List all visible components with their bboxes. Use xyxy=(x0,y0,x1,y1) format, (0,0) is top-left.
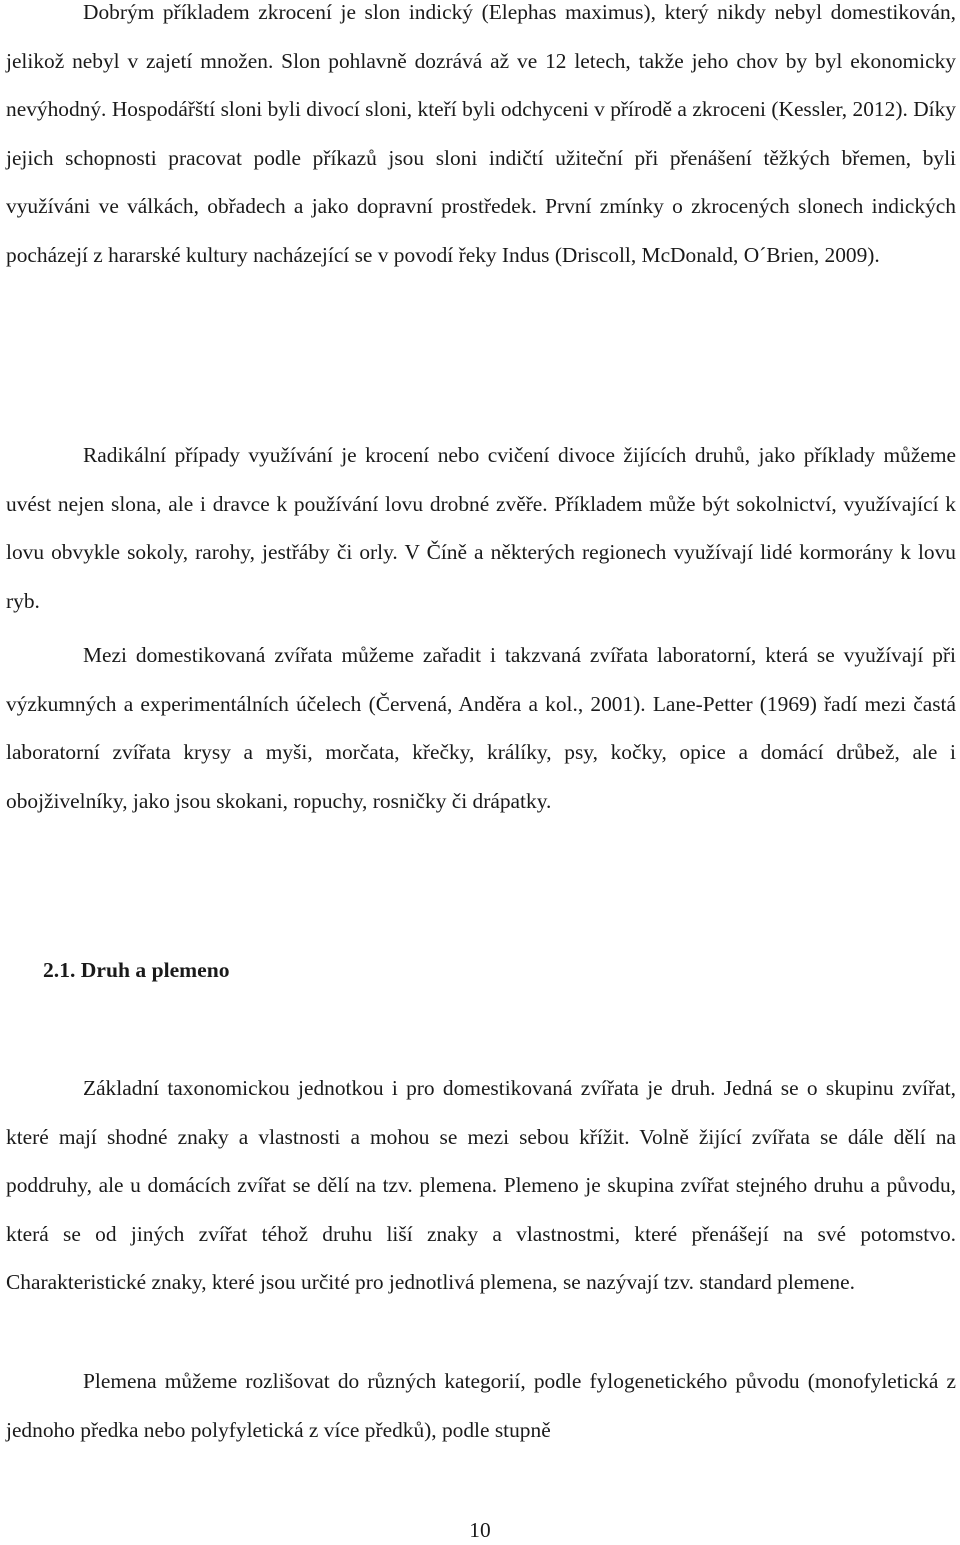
paragraph-elephant-taming: Dobrým příkladem zkrocení je slon indický (Elephas maximus), který nikdy nebyl domestikován, jelikož nebyl v zajetí množen. Slon pohlavně dozrává až ve 12 letech, takže jeho chov by byl ekonomicky nevýhodný. Hospodářští sloni byli divocí sloni, kteří byli odchyceni v přírodě a zkroceni (Kessler, 2012). Díky jejich schopnosti pracovat podle příkazů jsou sloni indičtí užiteční při přenášení těžkých břemen, byli využíváni ve válkách, obřadech a jako dopravní prostředek. První zmínky o zkrocených slonech indických pocházejí z hararské kultury nacházející se v povodí řeky Indus (Driscoll, McDonald, O´Brien, 2009). xyxy=(6,0,956,267)
paragraph-wild-species-training: Radikální případy využívání je krocení nebo cvičení divoce žijících druhů, jako příklady můžeme uvést nejen slona, ale i dravce k používání lovu drobné zvěře. Příkladem může být sokolnictví, využívající k lovu obvykle sokoly, rarohy, jestřáby či orly. V Číně a některých regionech využívají lidé kormorány k lovu ryb. xyxy=(6,443,956,613)
paragraph-species-and-breed: Základní taxonomickou jednotkou i pro domestikovaná zvířata je druh. Jedná se o skupinu zvířat, které mají shodné znaky a vlastnosti a mohou se mezi sebou křížit. Volně žijící zvířata se dále dělí na poddruhy, ale u domácích zvířat se dělí na tzv. plemena. Plemeno je skupina zvířat stejného druhu a původu, která se od jiných zvířat téhož druhu liší znaky a vlastnostmi, které přenášejí na své potomstvo. Charakteristické znaky, které jsou určité pro jednotlivá plemena, se nazývají tzv. standard plemene. xyxy=(6,1076,956,1294)
paragraph-breed-categories: Plemena můžeme rozlišovat do různých kategorií, podle fylogenetického původu (monofyletická z jednoho předka nebo polyfyletická z více předků), podle stupně xyxy=(6,1369,956,1442)
section-heading: 2.1. Druh a plemeno xyxy=(43,958,230,982)
paragraph-laboratory-animals: Mezi domestikovaná zvířata můžeme zařadit i takzvaná zvířata laboratorní, která se využívají při výzkumných a experimentálních účelech (Červená, Anděra a kol., 2001). Lane-Petter (1969) řadí mezi častá laboratorní zvířata krysy a myši, morčata, křečky, králíky, psy, kočky, opice a domácí drůbež, ale i obojživelníky, jako jsou skokani, ropuchy, rosničky či drápatky. xyxy=(6,643,956,813)
page-number: 10 xyxy=(469,1518,491,1542)
